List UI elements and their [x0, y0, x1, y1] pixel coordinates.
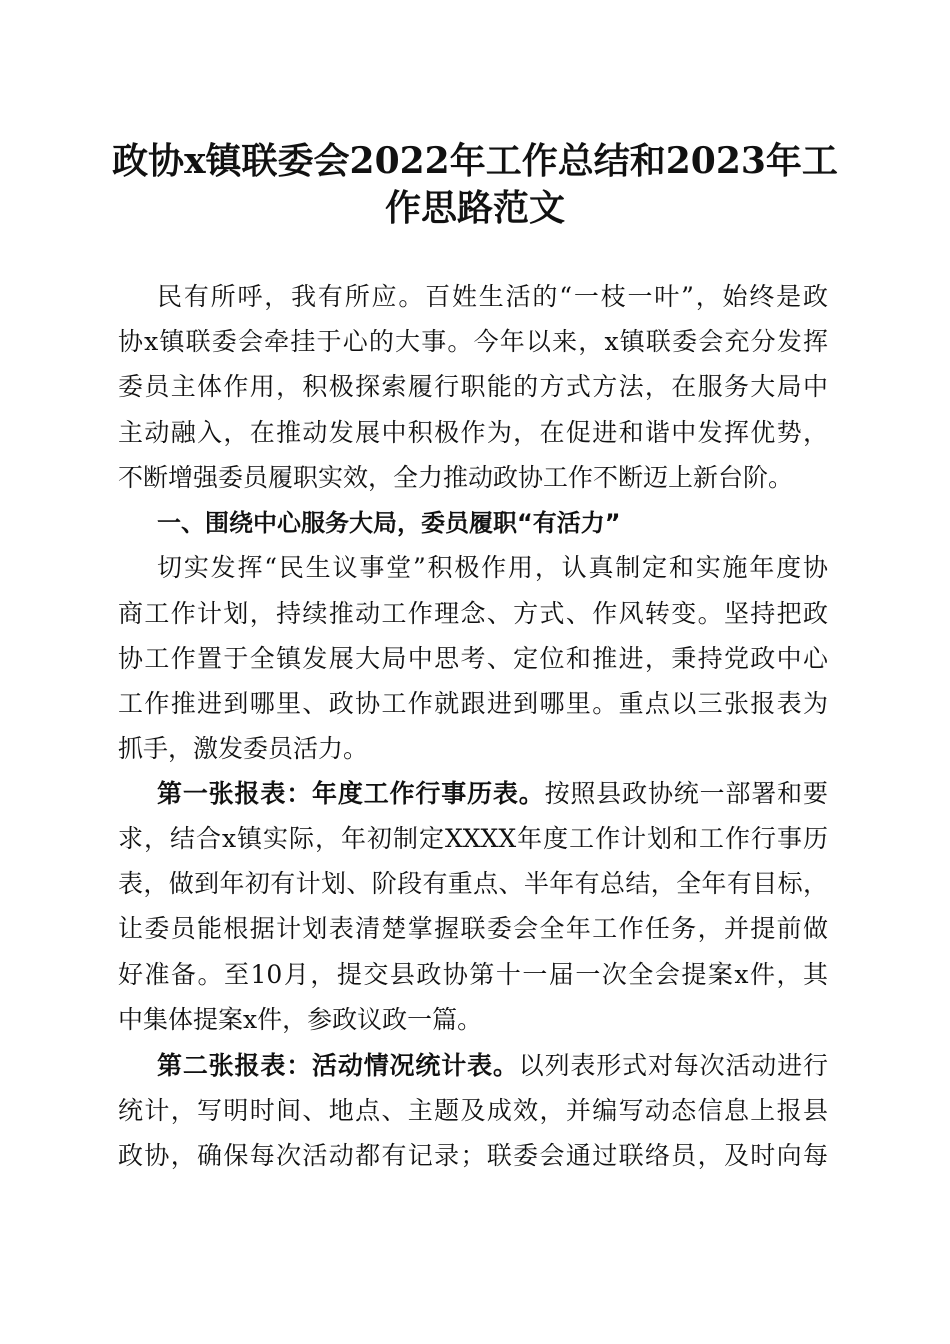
paragraph-3-line-6: 中集体提案x件，参政议政一篇。 [118, 1005, 483, 1034]
paragraph-4-line-1 [157, 1049, 828, 1083]
paragraph-2-line-2: 商工作计划，持续推动工作理念、方式、作风转变。坚持把政 [118, 599, 828, 628]
paragraph-2-line-4: 工作推进到哪里、政协工作就跟进到哪里。重点以三张报表为 [118, 689, 828, 718]
document-title-line-2: 作思路范文 [384, 187, 565, 229]
paragraph-3-line-1 [157, 777, 828, 811]
paragraph-2-line-3: 协工作置于全镇发展大局中思考、定位和推进，秉持党政中心 [118, 644, 828, 673]
paragraph-3-line-1-text: 按照县政协统一部署和要 [544, 779, 828, 808]
paragraph-4-line-1-text: 以列表形式对每次活动进行 [518, 1051, 828, 1080]
paragraph-1-line-2: 协x镇联委会牵挂于心的大事。今年以来，x镇联委会充分发挥 [118, 327, 828, 356]
paragraph-3-lead: 第一张报表：年度工作行事历表。 [157, 779, 545, 808]
paragraph-2-line-1: 切实发挥“民生议事堂”积极作用，认真制定和实施年度协 [157, 553, 828, 582]
paragraph-4-line-2: 统计，写明时间、地点、主题及成效，并编写动态信息上报县 [118, 1096, 828, 1125]
paragraph-3-line-2: 求，结合x镇实际，年初制定XXXX年度工作计划和工作行事历 [118, 824, 828, 853]
paragraph-1-line-5: 不断增强委员履职实效，全力推动政协工作不断迈上新台阶。 [118, 463, 794, 492]
paragraph-3-line-5: 好准备。至10月，提交县政协第十一届一次全会提案x件，其 [118, 960, 828, 989]
paragraph-4-line-3: 政协，确保每次活动都有记录；联委会通过联络员，及时向每 [118, 1141, 828, 1170]
section-heading-1: 一、围绕中心服务大局，委员履职“有活力” [157, 509, 621, 537]
paragraph-1-line-1: 民有所呼，我有所应。百姓生活的“一枝一叶”，始终是政 [157, 282, 828, 311]
paragraph-3-line-3: 表，做到年初有计划、阶段有重点、半年有总结，全年有目标， [118, 869, 828, 898]
paragraph-4-lead: 第二张报表：活动情况统计表。 [157, 1051, 519, 1080]
paragraph-3-line-4: 让委员能根据计划表清楚掌握联委会全年工作任务，并提前做 [118, 914, 828, 943]
paragraph-1-line-3: 委员主体作用，积极探索履行职能的方式方法，在服务大局中 [118, 372, 828, 401]
paragraph-1-line-4: 主动融入，在推动发展中积极作为，在促进和谐中发挥优势， [118, 418, 828, 447]
document-title-line-1: 政协x镇联委会2022年工作总结和2023年工 [112, 140, 838, 182]
paragraph-2-line-5: 抓手，激发委员活力。 [118, 734, 369, 763]
